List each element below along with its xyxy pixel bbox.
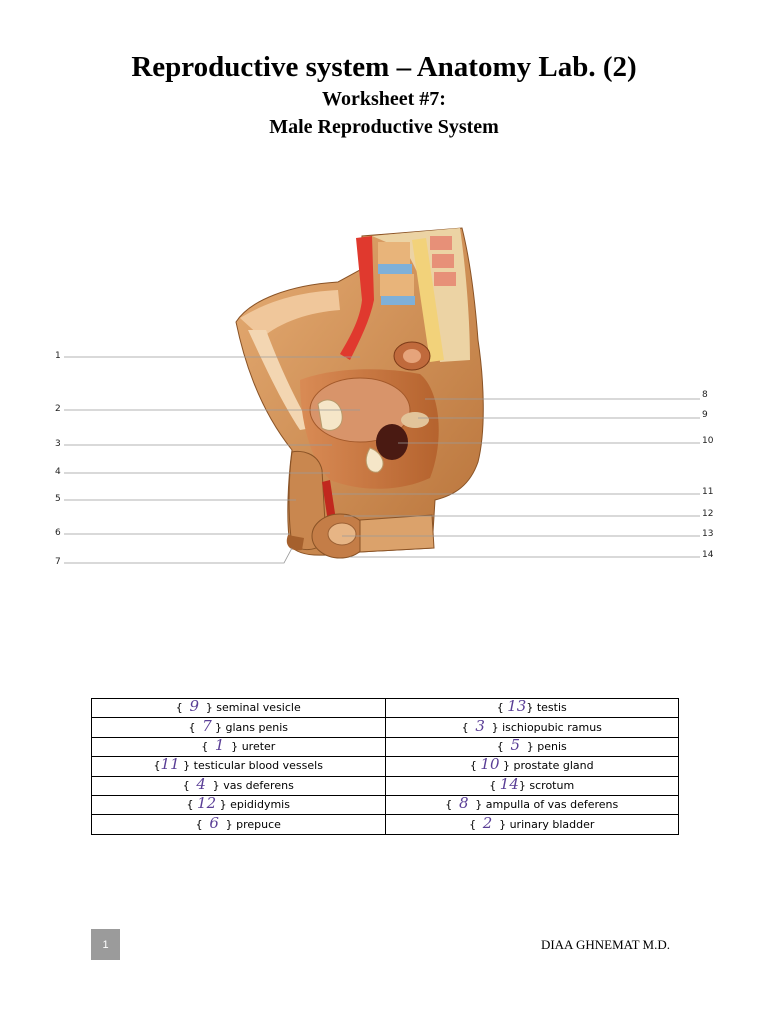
answer-cell: { 10 } prostate gland xyxy=(385,757,679,776)
answer-cell: { 3 } ischiopubic ramus xyxy=(385,718,679,737)
figure-label: 12 xyxy=(702,509,714,519)
table-row xyxy=(92,795,679,814)
page-number: 1 xyxy=(91,929,120,960)
vertebra xyxy=(434,272,456,286)
table-row xyxy=(92,699,679,718)
term-label: ureter xyxy=(241,739,276,753)
answer-cell: { 2 } urinary bladder xyxy=(385,815,679,834)
term-label: testicular blood vessels xyxy=(193,759,323,773)
answer-cell: { 1 } ureter xyxy=(92,737,386,756)
vertebra xyxy=(380,274,414,296)
term-label: vas deferens xyxy=(223,778,294,792)
seminal-vesicle xyxy=(401,412,429,428)
intervertebral-disc xyxy=(378,264,412,274)
answer-number[interactable]: 2 xyxy=(482,813,493,832)
answer-number[interactable]: 10 xyxy=(480,755,500,774)
figure-label: 13 xyxy=(702,529,714,539)
pelvis-model xyxy=(236,228,483,558)
answer-number[interactable]: 14 xyxy=(499,774,519,793)
answer-cell: { 7 } glans penis xyxy=(92,718,386,737)
author-credit: DIAA GHNEMAT M.D. xyxy=(540,937,670,952)
table-row xyxy=(92,776,679,795)
testis xyxy=(328,523,356,545)
answer-cell: { 9 } seminal vesicle xyxy=(92,699,386,718)
figure-label: 2 xyxy=(55,404,61,414)
answer-number[interactable]: 1 xyxy=(214,735,225,754)
figure-label: 1 xyxy=(55,351,61,361)
worksheet-number: Worksheet #7: xyxy=(322,88,446,110)
table-row xyxy=(92,757,679,776)
worksheet-topic: Male Reproductive System xyxy=(269,116,499,138)
answer-cell: { 12 } epididymis xyxy=(92,795,386,814)
answer-number[interactable]: 4 xyxy=(196,774,206,793)
term-label: prostate gland xyxy=(513,759,594,773)
leader-line xyxy=(64,548,292,563)
term-label: ampulla of vas deferens xyxy=(485,798,619,812)
prostate-gland xyxy=(376,424,408,460)
figure-label: 4 xyxy=(55,467,61,477)
table-row xyxy=(92,737,679,756)
answer-table xyxy=(91,698,679,835)
term-label: urinary bladder xyxy=(509,817,595,831)
figure-label: 8 xyxy=(702,390,708,400)
answer-number[interactable]: 9 xyxy=(189,697,200,716)
answer-number[interactable]: 5 xyxy=(510,735,520,754)
answer-number[interactable]: 3 xyxy=(475,716,485,735)
term-label: testis xyxy=(536,701,567,715)
vertebra xyxy=(378,242,410,264)
figure-label: 6 xyxy=(55,528,61,538)
figure-label: 9 xyxy=(702,410,708,420)
term-label: prepuce xyxy=(236,817,281,831)
term-label: penis xyxy=(537,739,567,753)
term-label: epididymis xyxy=(230,798,290,812)
figure-label: 11 xyxy=(702,487,714,497)
term-label: scrotum xyxy=(529,778,575,792)
term-label: seminal vesicle xyxy=(216,701,301,715)
intervertebral-disc xyxy=(381,296,415,305)
page-title: Reproductive system – Anatomy Lab. (2) xyxy=(131,51,637,83)
answer-number[interactable]: 6 xyxy=(209,813,219,832)
answer-cell: { 14} scrotum xyxy=(385,776,679,795)
answer-number[interactable]: 11 xyxy=(160,755,180,774)
figure-label: 14 xyxy=(702,550,714,560)
figure-label: 10 xyxy=(702,436,714,446)
figure-label: 3 xyxy=(55,439,61,449)
table-row xyxy=(92,718,679,737)
answer-number[interactable]: 13 xyxy=(507,697,527,716)
answer-cell: { 4 } vas deferens xyxy=(92,776,386,795)
answer-number[interactable]: 8 xyxy=(458,794,469,813)
term-label: glans penis xyxy=(225,720,288,734)
vertebra xyxy=(432,254,454,268)
table-row xyxy=(92,815,679,834)
figure-label: 5 xyxy=(55,494,61,504)
term-label: ischiopubic ramus xyxy=(502,720,602,734)
answer-number[interactable]: 7 xyxy=(202,716,212,735)
figure-label: 7 xyxy=(55,557,61,567)
answer-cell: { 5 } penis xyxy=(385,737,679,756)
answer-cell: { 13} testis xyxy=(385,699,679,718)
answer-number[interactable]: 12 xyxy=(197,794,217,813)
vertebra xyxy=(430,236,452,250)
answer-cell: { 6 } prepuce xyxy=(92,815,386,834)
answer-cell: { 8 } ampulla of vas deferens xyxy=(385,795,679,814)
answer-cell: {11 } testicular blood vessels xyxy=(92,757,386,776)
